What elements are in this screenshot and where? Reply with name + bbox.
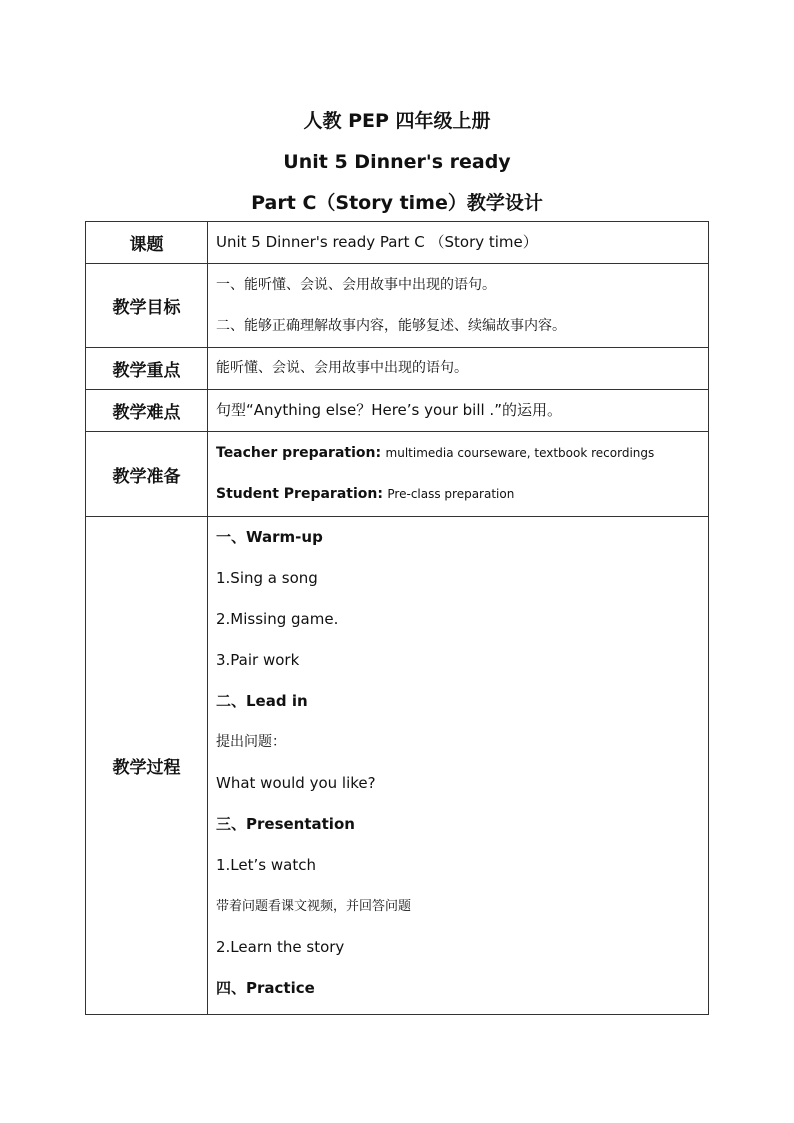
process-step: 1.Sing a song [216, 569, 318, 587]
student-preparation-label: Student Preparation: [216, 486, 383, 502]
process-label: 教学过程 [86, 517, 208, 1015]
teacher-preparation-value: multimedia courseware, textbook recordings [385, 446, 655, 460]
process-step: 提出问题： [216, 734, 286, 750]
table-row-topic [86, 222, 709, 264]
student-preparation-value: Pre-class preparation [387, 487, 515, 501]
table-row-process [86, 517, 709, 1015]
objective-item: 一、能听懂、会说、会用故事中出现的语句。 [216, 276, 496, 293]
process-section-heading: 四、Practice [216, 979, 315, 997]
key-points-label: 教学重点 [86, 348, 208, 390]
student-preparation-line [216, 474, 702, 515]
topic-label: 课题 [86, 222, 208, 264]
process-step: 1.Let’s watch [216, 856, 316, 874]
topic-cell [208, 222, 709, 264]
process-section-heading: 三、Presentation [216, 815, 355, 833]
topic-value: Unit 5 Dinner's ready Part C （Story time） [216, 233, 538, 251]
key-points-cell [208, 348, 709, 390]
table-row-preparation [86, 432, 709, 517]
difficulties-value: 句型“Anything else？Here’s your bill .”的运用。 [216, 401, 562, 419]
teacher-preparation-label: Teacher preparation: [216, 445, 382, 461]
key-points-value: 能听懂、会说、会用故事中出现的语句。 [216, 360, 468, 376]
table-row-objectives [86, 264, 709, 348]
process-section-heading: 一、Warm-up [216, 528, 323, 546]
difficulties-cell [208, 390, 709, 432]
table-row-key-points [86, 348, 709, 390]
document-title-line-1: 人教 PEP 四年级上册 [303, 110, 491, 132]
document-title-block [0, 101, 794, 224]
process-step: What would you like? [216, 774, 376, 792]
table-row-difficulties [86, 390, 709, 432]
document-title-line-3: Part C（Story time）教学设计 [251, 192, 543, 214]
process-step: 3.Pair work [216, 651, 300, 669]
process-cell [208, 517, 709, 1015]
process-section-heading: 二、Lead in [216, 692, 308, 710]
difficulties-label: 教学难点 [86, 390, 208, 432]
document-title-line-2: Unit 5 Dinner's ready [283, 151, 511, 173]
process-step: 2.Missing game. [216, 610, 339, 628]
teacher-preparation-line [216, 433, 702, 474]
lesson-plan-table [85, 221, 709, 1015]
preparation-cell [208, 432, 709, 517]
objective-item: 二、能够正确理解故事内容，能够复述、续编故事内容。 [216, 317, 566, 334]
preparation-label: 教学准备 [86, 432, 208, 517]
process-step: 2.Learn the story [216, 938, 345, 956]
process-step: 带着问题看课文视频，并回答问题 [216, 899, 412, 914]
objectives-label: 教学目标 [86, 264, 208, 348]
objectives-cell [208, 264, 709, 348]
